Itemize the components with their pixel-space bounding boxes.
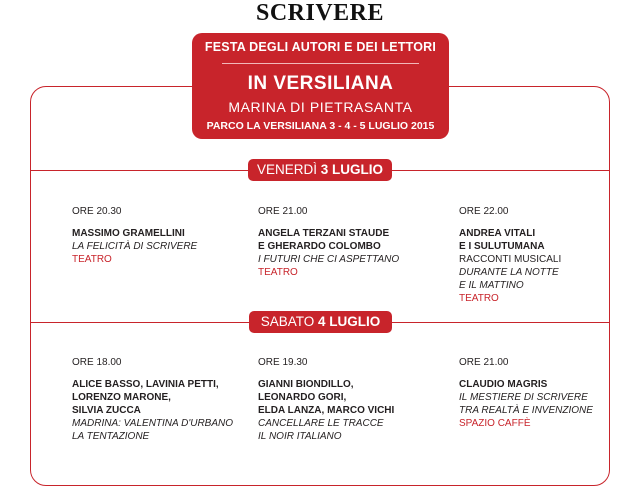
event-description [258, 253, 399, 266]
event-venue: TEATRO [72, 254, 112, 265]
event-item [72, 356, 233, 443]
author-name: ANGELA TERZANI STAUDE [258, 228, 390, 239]
event-time: ORE 18.00 [72, 357, 122, 368]
event-title-line: CANCELLARE LE TRACCE [258, 418, 384, 429]
author-name: E I SULUTUMANA [459, 241, 545, 252]
event-description [459, 253, 561, 292]
day-name: SABATO [260, 314, 315, 329]
festival-location: MARINA DI PIETRASANTA [228, 99, 413, 115]
event-authors [459, 227, 561, 253]
day-label-saturday [249, 311, 392, 333]
day-label-friday [248, 159, 392, 181]
event-time: ORE 22.00 [459, 206, 509, 217]
event-description [72, 240, 197, 253]
event-time: ORE 20.30 [72, 206, 122, 217]
event-title-line: MADRINA: VALENTINA D'URBANO [72, 418, 234, 429]
event-venue: TEATRO [459, 293, 499, 304]
festival-subtitle: FESTA DEGLI AUTORI E DEI LETTORI [204, 40, 437, 54]
day-name: VENERDÌ [256, 162, 317, 177]
page-title: SCRIVERE [255, 0, 385, 26]
author-name: E GHERARDO COLOMBO [258, 241, 381, 252]
event-venue: TEATRO [258, 267, 298, 278]
event-title-line: IL NOIR ITALIANO [258, 431, 342, 442]
event-title-line: LA TENTAZIONE [72, 431, 150, 442]
event-authors [258, 227, 399, 253]
event-title-line: IL MESTIERE DI SCRIVERE [459, 392, 588, 403]
event-description [72, 417, 233, 443]
author-name: LEONARDO GORI, [258, 392, 347, 403]
event-title-line: TRA REALTÀ E INVENZIONE [459, 405, 593, 416]
event-item [72, 205, 197, 266]
event-title-line: DURANTE LA NOTTE [459, 267, 559, 278]
event-item [258, 356, 394, 443]
event-title-line: E IL MATTINO [459, 280, 524, 291]
author-name: CLAUDIO MAGRIS [459, 379, 548, 390]
author-name: MASSIMO GRAMELLINI [72, 228, 185, 239]
header-divider [222, 63, 419, 64]
day-date: 4 LUGLIO [318, 314, 381, 329]
event-venue: SPAZIO CAFFÈ [459, 418, 531, 429]
event-description [258, 417, 394, 443]
author-name: ALICE BASSO, LAVINIA PETTI, [72, 379, 219, 390]
event-authors [72, 378, 233, 417]
festival-dates: PARCO LA VERSILIANA 3 - 4 - 5 LUGLIO 2015 [206, 120, 435, 132]
event-time: ORE 21.00 [459, 357, 509, 368]
event-authors [459, 378, 593, 391]
event-item [459, 205, 561, 305]
event-title-line: RACCONTI MUSICALI [459, 254, 562, 265]
event-item [459, 356, 593, 430]
author-name: GIANNI BIONDILLO, [258, 379, 354, 390]
author-name: ANDREA VITALI [459, 228, 536, 239]
event-description [459, 391, 593, 417]
author-name: LORENZO MARONE, [72, 392, 171, 403]
event-title-line: I FUTURI CHE CI ASPETTANO [258, 254, 400, 265]
day-date: 3 LUGLIO [320, 162, 384, 177]
event-time: ORE 21.00 [258, 206, 308, 217]
event-time: ORE 19.30 [258, 357, 308, 368]
festival-title: IN VERSILIANA [247, 73, 394, 94]
event-item [258, 205, 399, 279]
event-title-line: LA FELICITÀ DI SCRIVERE [72, 241, 198, 252]
festival-header [192, 33, 449, 139]
event-authors [258, 378, 394, 417]
author-name: ELDA LANZA, MARCO VICHI [258, 405, 395, 416]
event-authors [72, 227, 197, 240]
author-name: SILVIA ZUCCA [72, 405, 141, 416]
